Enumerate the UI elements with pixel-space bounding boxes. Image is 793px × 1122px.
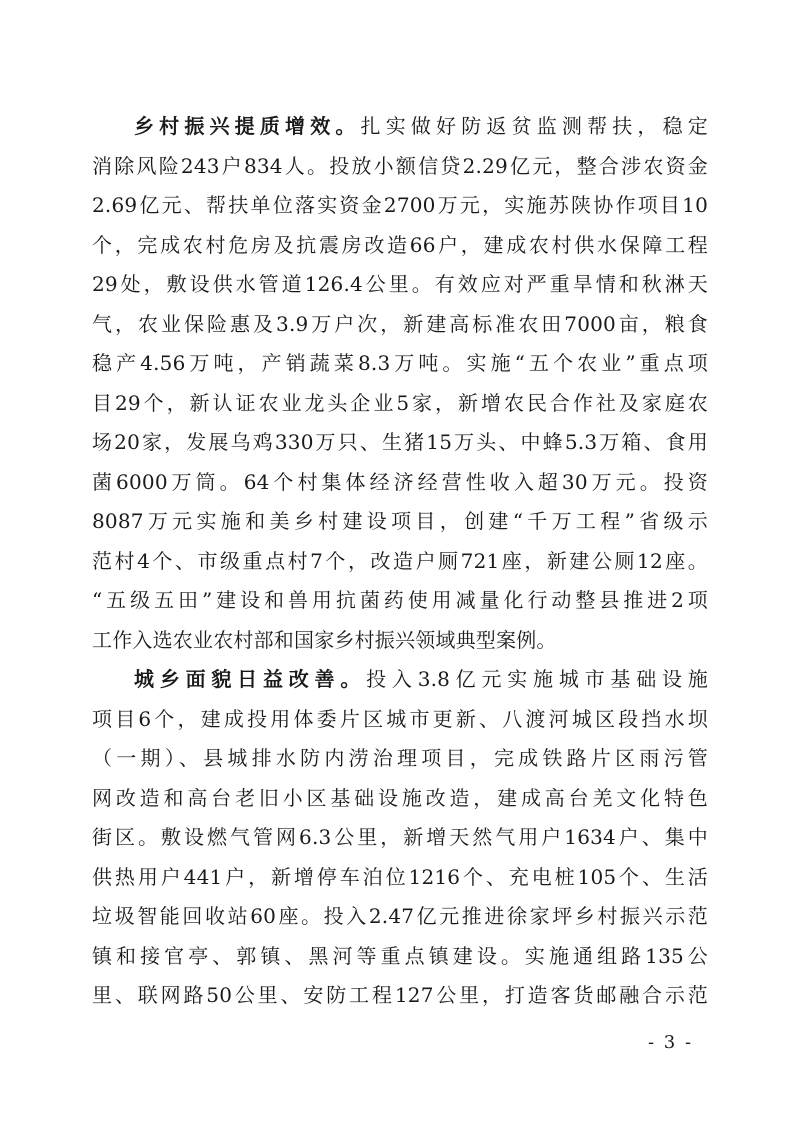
text-line: 消除风险243户834人。投放小额信贷2.29亿元，整合涉农资金: [92, 153, 708, 178]
paragraph-rural-revitalization: [92, 107, 708, 660]
paragraph-first-line: [92, 660, 708, 700]
text-line: 街区。敷设燃气管网6.3公里，新增天然气用户1634户、集中: [92, 825, 708, 849]
page-number: - 3 -: [648, 1032, 694, 1053]
section-heading: 城乡面貌日益改善。: [134, 667, 367, 691]
text-line: 个，完成农村危房及抗震房改造66户，建成农村供水保障工程: [92, 232, 708, 257]
text-line: 垃圾智能回收站60座。投入2.47亿元推进徐家坪乡村振兴示范: [92, 904, 708, 928]
text-line: “五级五田”建设和兽用抗菌药使用减量化行动整县推进2项: [92, 588, 708, 612]
text-line: （一期）、县城排水防内涝治理项目，完成铁路片区雨污管: [92, 746, 708, 770]
text-line: 目29个，新认证农业龙头企业5家，新增农民合作社及家庭农: [92, 390, 708, 415]
text-line: 稳产4.56万吨，产销蔬菜8.3万吨。实施“五个农业”重点项: [92, 351, 708, 375]
text-line: 场20家，发展乌鸡330万只、生猪15万头、中蜂5.3万箱、食用: [92, 430, 708, 454]
text-line: 网改造和高台老旧小区基础设施改造，建成高台羌文化特色: [92, 785, 708, 810]
text-line: 项目6个，建成投用体委片区城市更新、八渡河城区段挡水坝: [92, 706, 708, 731]
text-line: 里、联网路50公里、安防工程127公里，打造客货邮融合示范: [92, 983, 708, 1007]
text-line: 供热用户441户，新增停车泊位1216个、充电桩105个、生活: [92, 864, 708, 889]
text-run: 扎实做好防返贫监测帮扶，稳定: [360, 114, 708, 138]
text-run: 投入3.8亿元实施城市基础设施: [366, 667, 708, 691]
document-body: [92, 107, 708, 1016]
text-line: 镇和接官亭、郭镇、黑河等重点镇建设。实施通组路135公: [92, 943, 708, 968]
text-line: 工作入选农业农村部和国家乡村振兴领域典型案例。: [92, 627, 557, 652]
paragraph-urban-rural-appearance: [92, 660, 708, 1016]
text-line: 范村4个、市级重点村7个，改造户厕721座，新建公厕12座。: [92, 548, 708, 573]
text-line: 29处，敷设供水管道126.4公里。有效应对严重旱情和秋淋天: [92, 272, 708, 296]
text-line: 2.69亿元、帮扶单位落实资金2700万元，实施苏陕协作项目10: [92, 193, 708, 217]
section-heading: 乡村振兴提质增效。: [134, 114, 361, 138]
text-line: 菌6000万筒。64个村集体经济经营性收入超30万元。投资: [92, 469, 708, 494]
text-line: 8087万元实施和美乡村建设项目，创建“千万工程”省级示: [92, 509, 708, 533]
text-line: 气，农业保险惠及3.9万户次，新建高标准农田7000亩，粮食: [92, 311, 708, 336]
paragraph-first-line: [92, 107, 708, 147]
